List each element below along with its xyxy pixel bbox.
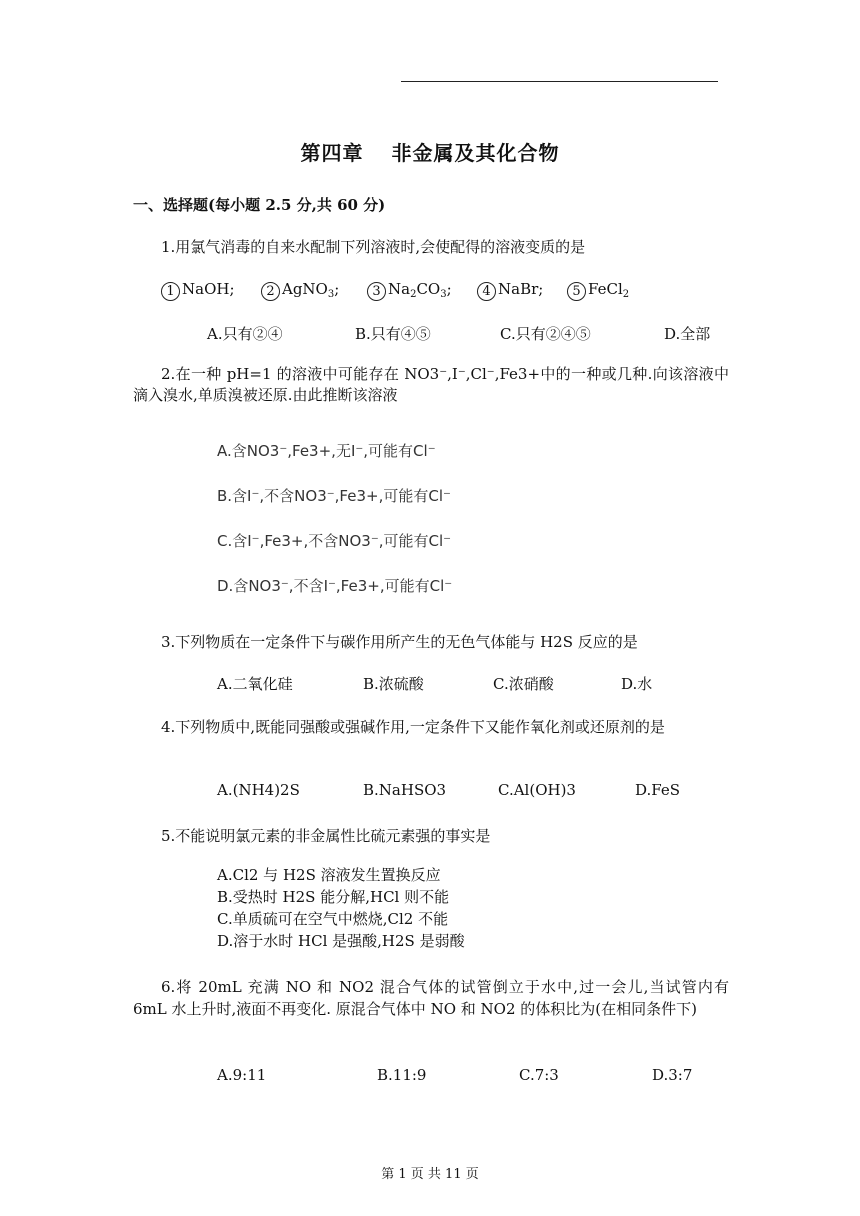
circled-number-icon: 1 xyxy=(161,282,180,301)
chapter-title: 非金属及其化合物 xyxy=(391,141,560,165)
q5-option-d: D.溶于水时 HCl 是强酸,H2S 是弱酸 xyxy=(217,932,465,950)
q4-option-d: D.FeS xyxy=(635,781,680,799)
question-3-stem: 3.下列物质在一定条件下与碳作用所产生的无色气体能与 H2S 反应的是 xyxy=(161,633,638,651)
q5-option-b: B.受热时 H2S 能分解,HCl 则不能 xyxy=(217,888,450,906)
q5-option-c: C.单质硫可在空气中燃烧,Cl2 不能 xyxy=(217,910,449,928)
q1-option-a: A.只有②④ xyxy=(207,325,283,343)
q1-item-5: 5 FeCl$_2$ xyxy=(567,280,629,301)
question-5-stem: 5.不能说明氯元素的非金属性比硫元素强的事实是 xyxy=(161,827,491,845)
q4-option-c: C.Al(OH)3 xyxy=(498,781,576,799)
q1-item-4: 4 NaBr; xyxy=(477,280,543,301)
header-rule xyxy=(401,81,718,82)
page-footer: 第 1 页 共 11 页 xyxy=(381,1167,479,1182)
q2-option-a: A.含NO3⁻,Fe3+,无I⁻,可能有Cl⁻ xyxy=(217,442,436,460)
q6-option-b: B.11:9 xyxy=(377,1066,427,1084)
q3-option-d: D.水 xyxy=(621,675,653,693)
question-1-options xyxy=(207,323,727,345)
q6-option-c: C.7:3 xyxy=(519,1066,559,1084)
section-heading: 一、选择题(每小题 2.5 分,共 60 分) xyxy=(133,196,386,214)
q6-option-a: A.9:11 xyxy=(217,1066,267,1084)
q2-option-b: B.含I⁻,不含NO3⁻,Fe3+,可能有Cl⁻ xyxy=(217,487,451,505)
q2-option-d: D.含NO3⁻,不含I⁻,Fe3+,可能有Cl⁻ xyxy=(217,577,453,595)
q1-option-d: D.全部 xyxy=(664,325,711,343)
question-2-stem xyxy=(133,364,729,406)
q1-item-1: 1 NaOH; xyxy=(161,280,235,301)
q4-option-b: B.NaHSO3 xyxy=(363,781,447,799)
q3-option-b: B.浓硫酸 xyxy=(363,675,424,693)
question-4-stem: 4.下列物质中,既能同强酸或强碱作用,一定条件下又能作氧化剂或还原剂的是 xyxy=(161,718,665,736)
question-4-options xyxy=(217,781,717,803)
question-6-stem: 6.将 20mL 充满 NO 和 NO2 混合气体的试管倒立于水中,过一会儿,当试管内有 6mL 水上升时,液面不再变化. 原混合气体中 NO 和 NO2 的体积比为(在相同条件下) xyxy=(133,978,729,1018)
q1-option-c: C.只有②④⑤ xyxy=(500,325,591,343)
q4-option-a: A.(NH4)2S xyxy=(217,781,300,799)
page-title xyxy=(0,137,860,166)
question-3-options xyxy=(217,673,717,695)
q2-stem-text: 2.在一种 pH=1 的溶液中可能存在 NO3⁻,I⁻,Cl⁻,Fe3+中的一种或几种.向该溶液中滴入溴水,单质溴被还原.由此推断该溶液 xyxy=(133,365,729,404)
question-1-stem: 1.用氯气消毒的自来水配制下列溶液时,会使配得的溶液变质的是 xyxy=(161,238,586,256)
circled-number-icon: 4 xyxy=(477,282,496,301)
circled-number-icon: 3 xyxy=(367,282,386,301)
q2-option-c: C.含I⁻,Fe3+,不含NO3⁻,可能有Cl⁻ xyxy=(217,532,452,550)
q5-option-a: A.Cl2 与 H2S 溶液发生置换反应 xyxy=(217,866,441,884)
chapter-label: 第四章 xyxy=(300,141,364,165)
q1-item-3: 3 $Na_2CO_3$; xyxy=(367,280,452,301)
circled-number-icon: 2 xyxy=(261,282,280,301)
question-6-options xyxy=(217,1066,717,1088)
q3-option-a: A.二氧化硅 xyxy=(217,675,293,693)
question-1-items xyxy=(161,280,681,302)
q1-item-2: 2 AgNO$_3$; xyxy=(261,280,339,301)
q3-option-c: C.浓硝酸 xyxy=(493,675,554,693)
q1-option-b: B.只有④⑤ xyxy=(355,325,431,343)
circled-number-icon: 5 xyxy=(567,282,586,301)
q6-option-d: D.3:7 xyxy=(652,1066,693,1084)
